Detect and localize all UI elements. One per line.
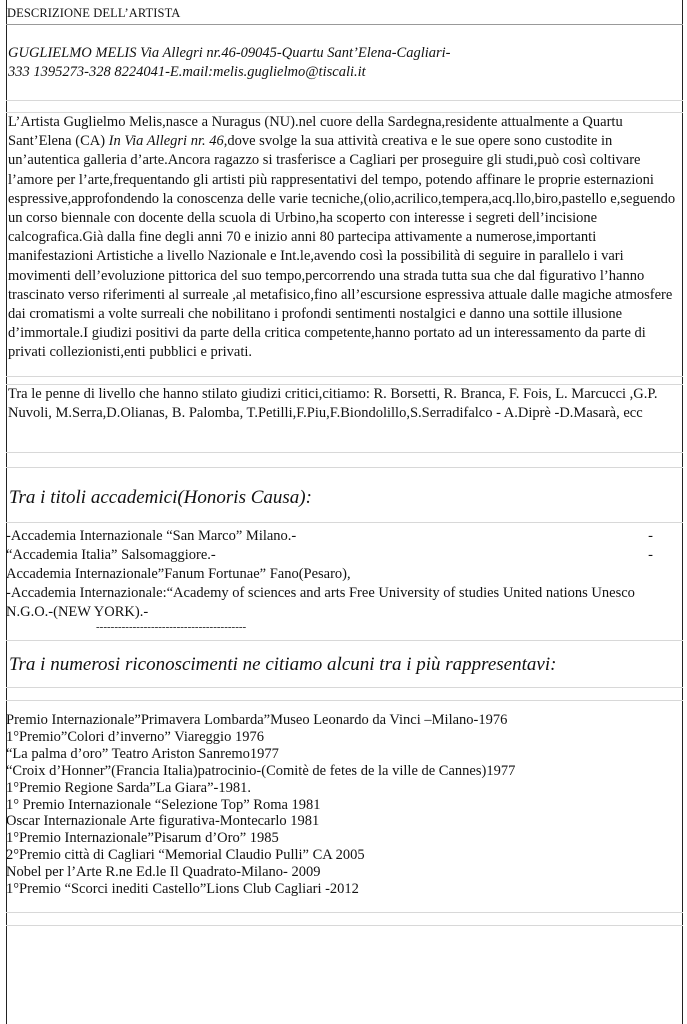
titles-list (6, 527, 683, 636)
critics-paragraph: Tra le penne di livello che hanno stilato giudizi critici,citiamo: R. Borsetti, R. Branca, F. Fois, L. Marcucci ,G.P. Nuvoli, M.Serra,D.Olianas, B. Palomba, T.Petilli,F.Piu,F.Biondolillo,S.Serradifalco - A.Diprè -D.Masarà, ecc (8, 386, 658, 422)
award-item: “La palma d’oro” Teatro Ariston Sanremo1977 (6, 745, 279, 762)
contact-block (6, 44, 683, 82)
biography-paragraph (8, 113, 677, 363)
award-item: 1° Premio Internazionale “Selezione Top” Roma 1981 (6, 796, 321, 813)
award-item: 1°Premio Internazionale”Pisarum d’Oro” 1985 (6, 830, 279, 847)
title-item: -Accademia Internazionale “San Marco” Milano.- - (6, 528, 653, 544)
page-title: DESCRIZIONE DELL’ARTISTA (7, 6, 181, 20)
title-item: -Accademia Internazionale:“Academy of sciences and arts Free University of studies United nations Unesco N.G.O.-(NEW YORK).- (6, 585, 635, 620)
award-item: Oscar Internazionale Arte figurativa-Montecarlo 1981 (6, 813, 320, 830)
contact-line: 333 1395273-328 8224041-E.mail:melis.guglielmo@tiscali.it (8, 64, 366, 80)
award-item: 1°Premio “Scorci inediti Castello”Lions Club Cagliari -2012 (6, 881, 359, 898)
divider: ----------------------------------------- (96, 621, 247, 633)
awards-heading: Tra i numerosi riconoscimenti ne citiamo alcuni tra i più rappresentavi: (9, 654, 557, 675)
title-item: “Accademia Italia” Salsomaggiore.- - (6, 547, 653, 563)
contact-line: GUGLIELMO MELIS Via Allegri nr.46-09045-Quartu Sant’Elena-Cagliari- (8, 45, 451, 61)
awards-list (6, 712, 683, 898)
award-item: Premio Internazionale”Primavera Lombarda”Museo Leonardo da Vinci –Milano-1976 (6, 712, 508, 728)
title-item: Accademia Internazionale”Fanum Fortunae” Fano(Pesaro), (6, 566, 351, 582)
award-item: Nobel per l’Arte R.ne Ed.le Il Quadrato-Milano- 2009 (6, 864, 321, 881)
award-item: “Croix d’Honner”(Francia Italia)patrocinio-(Comitè de fetes de la ville de Cannes)1977 (6, 762, 516, 779)
award-item: 1°Premio Regione Sarda”La Giara”-1981. (6, 779, 251, 796)
biography-text: ,dove svolge la sua attività creativa e le sue opere sono custodite in un’autentica galleria d’arte.Ancora ragazzo si trasferisce a Cagliari per proseguire gli studi,può così coltivare l’amore per l’arte,frequentando gli artisti più rappresentativi del tempo, potendo affinare le proprie esternazioni espressive,approfondendo la conoscenza delle varie tecniche,(olio,acrilico,tempera,acq.llo,biro,pastello e,seguendo un corso biennale con docente della scuola di Urbino,ha scoperto con interesse i segreti dell’incisione calcografica.Già dalla fine degli anni 70 e inizio anni 80 partecipa attivamente a numerose,importanti manifestazioni Artistiche a livello Nazionale e Int.le,avendo così la possibilità di seguire in parallelo i vari movimenti dell’evoluzione pittorica del suo tempo,percorrendo una strada tutta sua che dal figurativo l’hanno trascinato verso riferimenti al surreale ,al metafisico,fino all’escursione espressiva attuale dalle magiche atmosfere dai cromatismi a volte surreali che nobilitano i profondi sentimenti nostalgici e danno una sottile illusione d’immortale.I giudizi positivi da parte della critica competente,hanno portato ad un interessamento da parte di privati collezionisti,enti pubblici e privati. (8, 133, 676, 361)
award-item: 2°Premio città di Cagliari “Memorial Claudio Pulli” CA 2005 (6, 847, 365, 864)
biography-address: In Via Allegri nr. 46 (108, 133, 224, 150)
award-item: 1°Premio”Colori d’inverno” Viareggio 1976 (6, 728, 264, 745)
biography (6, 113, 683, 363)
biography-text: L’Artista Guglielmo Melis,nasce a Nuragus (NU).nel cuore della Sardegna,residente attualmente a Quartu Sant’Elena (CA) (8, 114, 623, 150)
divider-row (6, 622, 683, 636)
titles-heading: Tra i titoli accademici(Honoris Causa): (9, 487, 312, 508)
